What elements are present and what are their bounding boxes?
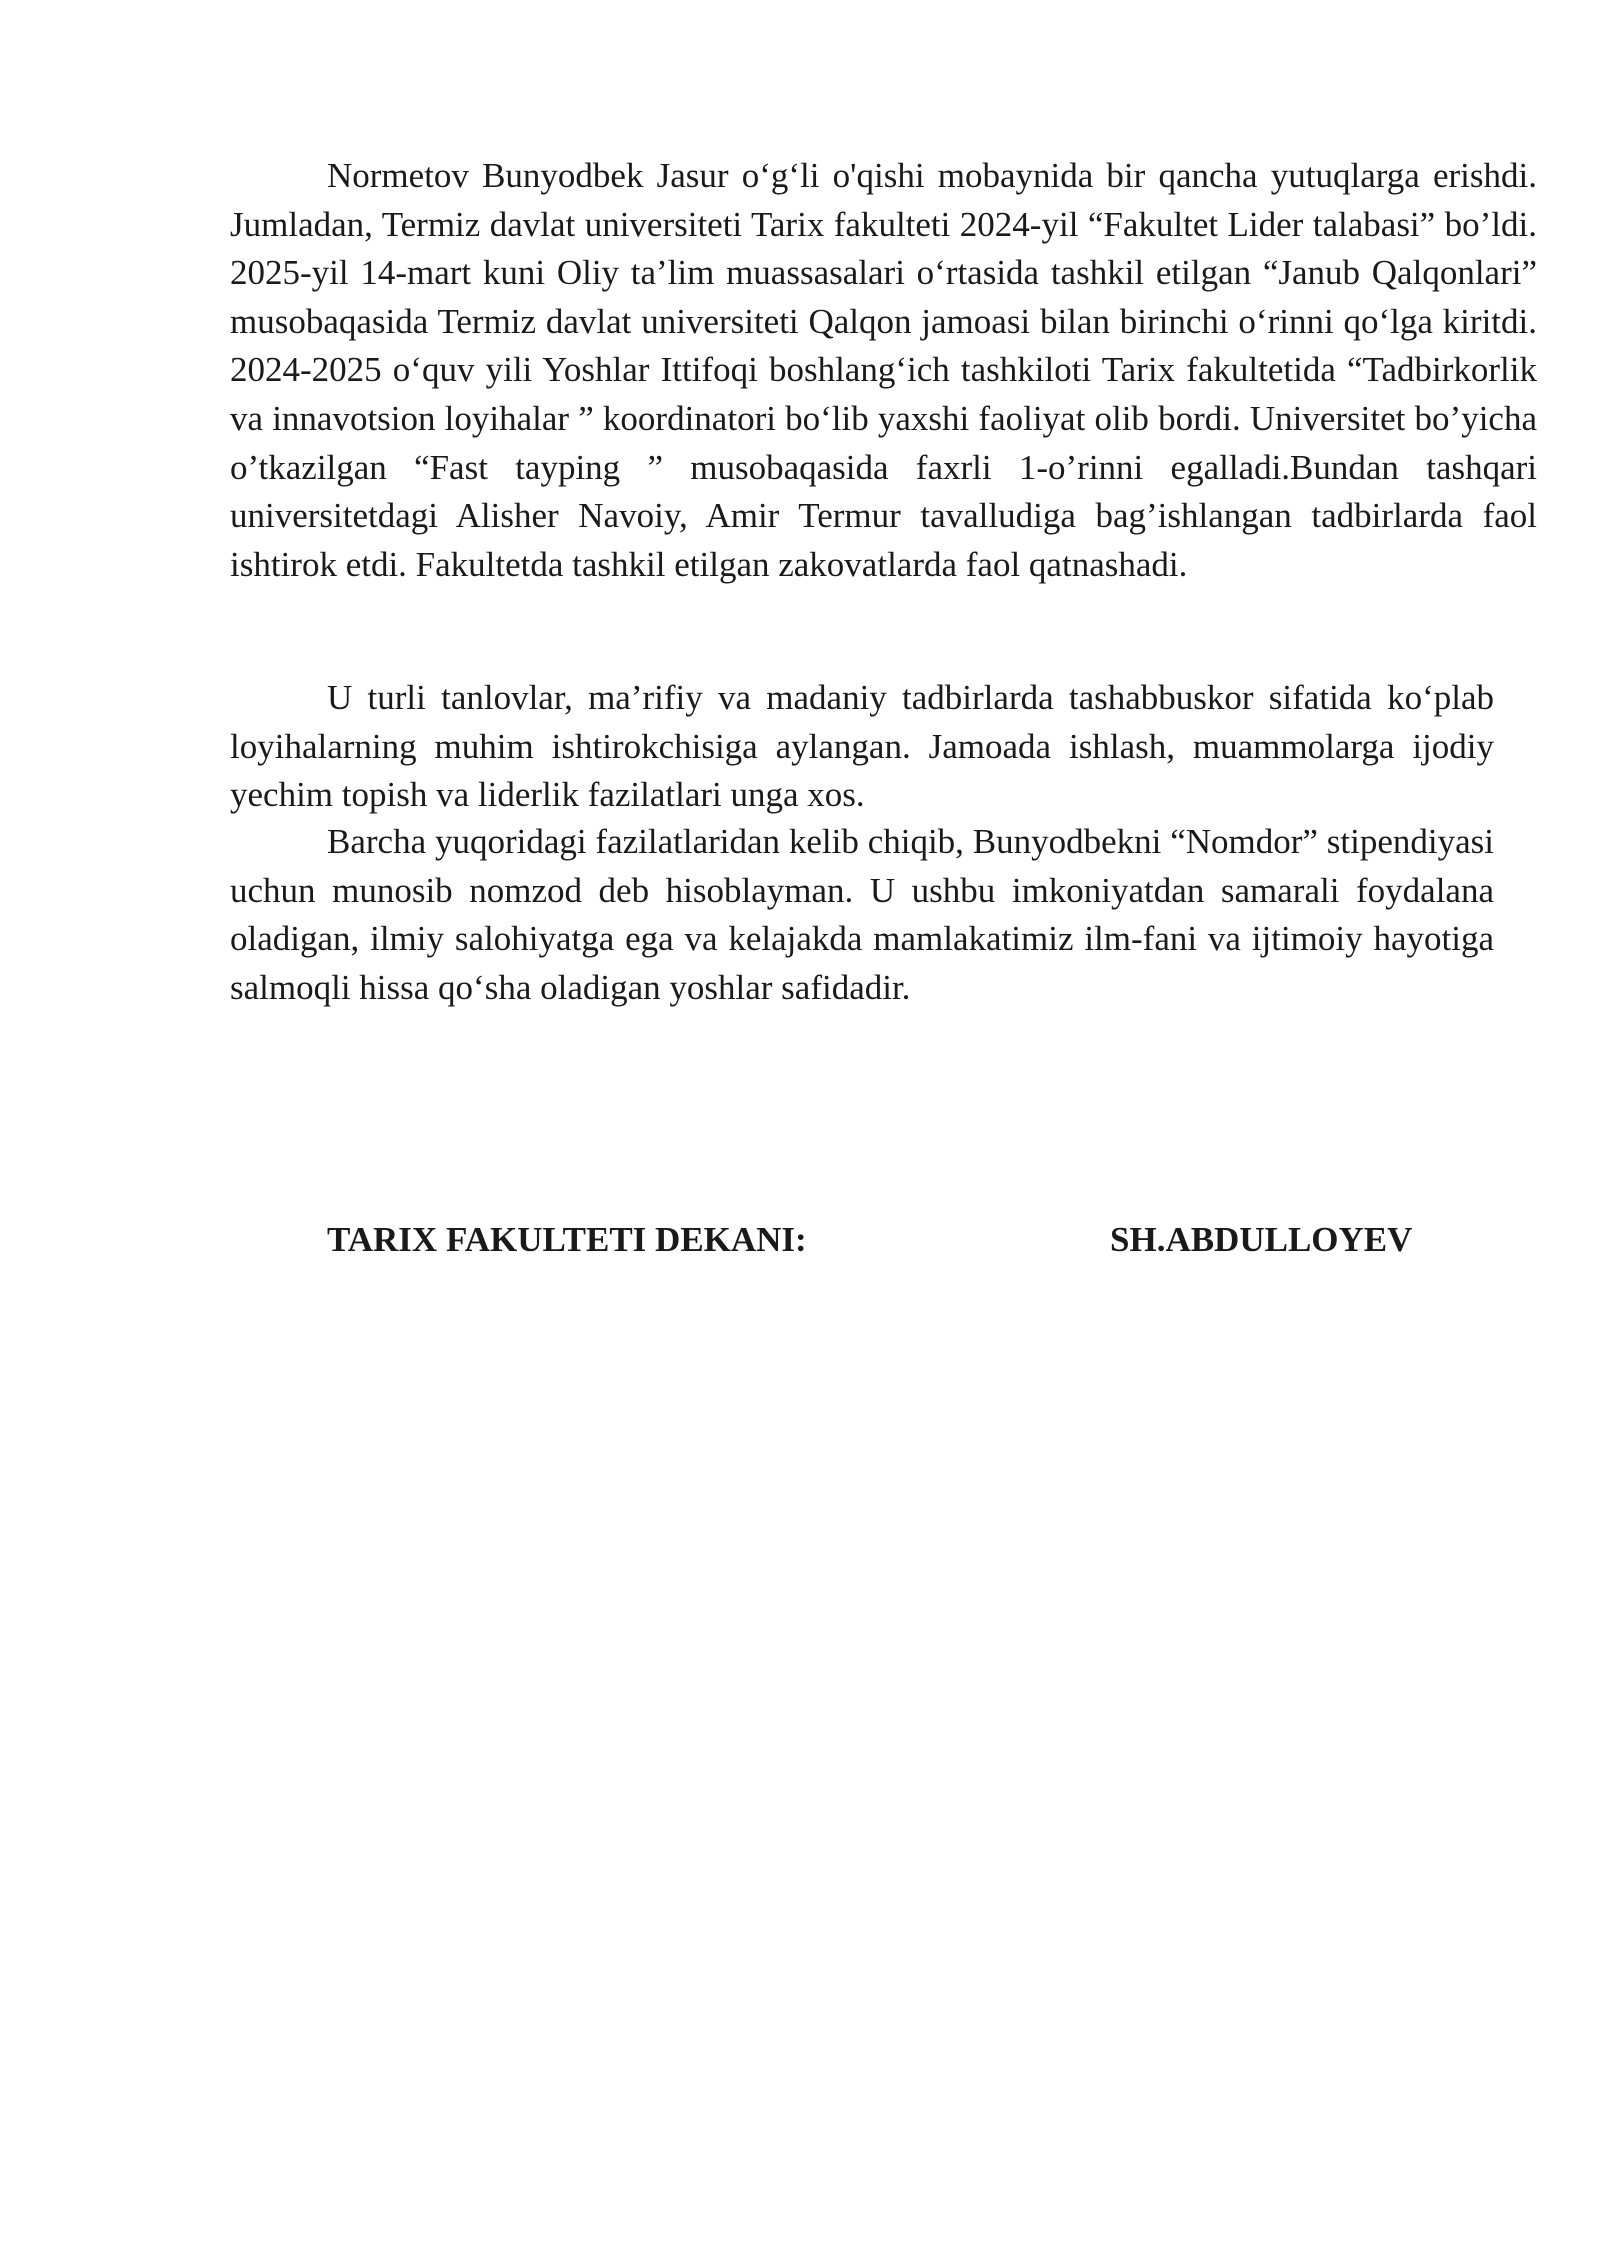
paragraph-activities: U turli tanlovlar, ma’rifiy va madaniy tadbirlarda tashabbuskor sifatida ko‘plab loyihalarning muhim ishtirokchisiga aylangan. Jamoada ishlash, muammolarga ijodiy yechim topish va liderlik fazilatlari unga xos. (230, 678, 1494, 815)
signature-title: TARIX FAKULTETI DEKANI: (327, 1220, 807, 1259)
signature-name: SH.ABDULLOYEV (1110, 1220, 1413, 1259)
paragraph-achievements: Normetov Bunyodbek Jasur o‘g‘li o'qishi mobaynida bir qancha yutuqlarga erishdi. Jumladan, Termiz davlat universiteti Tarix fakulteti 2024-yil “Fakultet Lider talabasi” bo’ldi. 2025-yil 14-mart kuni Oliy ta’lim muassasalari o‘rtasida tashkil etilgan “Janub Qalqonlari” musobaqasida Termiz davlat universiteti Qalqon jamoasi bilan birinchi o‘rinni qo‘lga kiritdi. 2024-2025 o‘quv yili Yoshlar Ittifoqi boshlang‘ich tashkiloti Tarix fakultetida “Tadbirkorlik va innavotsion loyihalar ” koordinatori bo‘lib yaxshi faoliyat olib bordi. Universitet bo’yicha o’tkazilgan “Fast tayping ” musobaqasida faxrli 1-o’rinni egalladi.Bundan tashqari universitetdagi Alisher Navoiy, Amir Termur tavalludiga bag’ishlangan tadbirlarda faol ishtirok etdi. Fakultetda tashkil etilgan zakovatlarda faol qatnashadi. (230, 156, 1537, 584)
paragraph-recommendation: Barcha yuqoridagi fazilatlaridan kelib chiqib, Bunyodbekni “Nomdor” stipendiyasi uchun munosib nomzod deb hisoblayman. U ushbu imkoniyatdan samarali foydalana oladigan, ilmiy salohiyatga ega va kelajakda mamlakatimiz ilm-fani va ijtimoiy hayotiga salmoqli hissa qo‘sha oladigan yoshlar safidadir. (230, 822, 1494, 1007)
